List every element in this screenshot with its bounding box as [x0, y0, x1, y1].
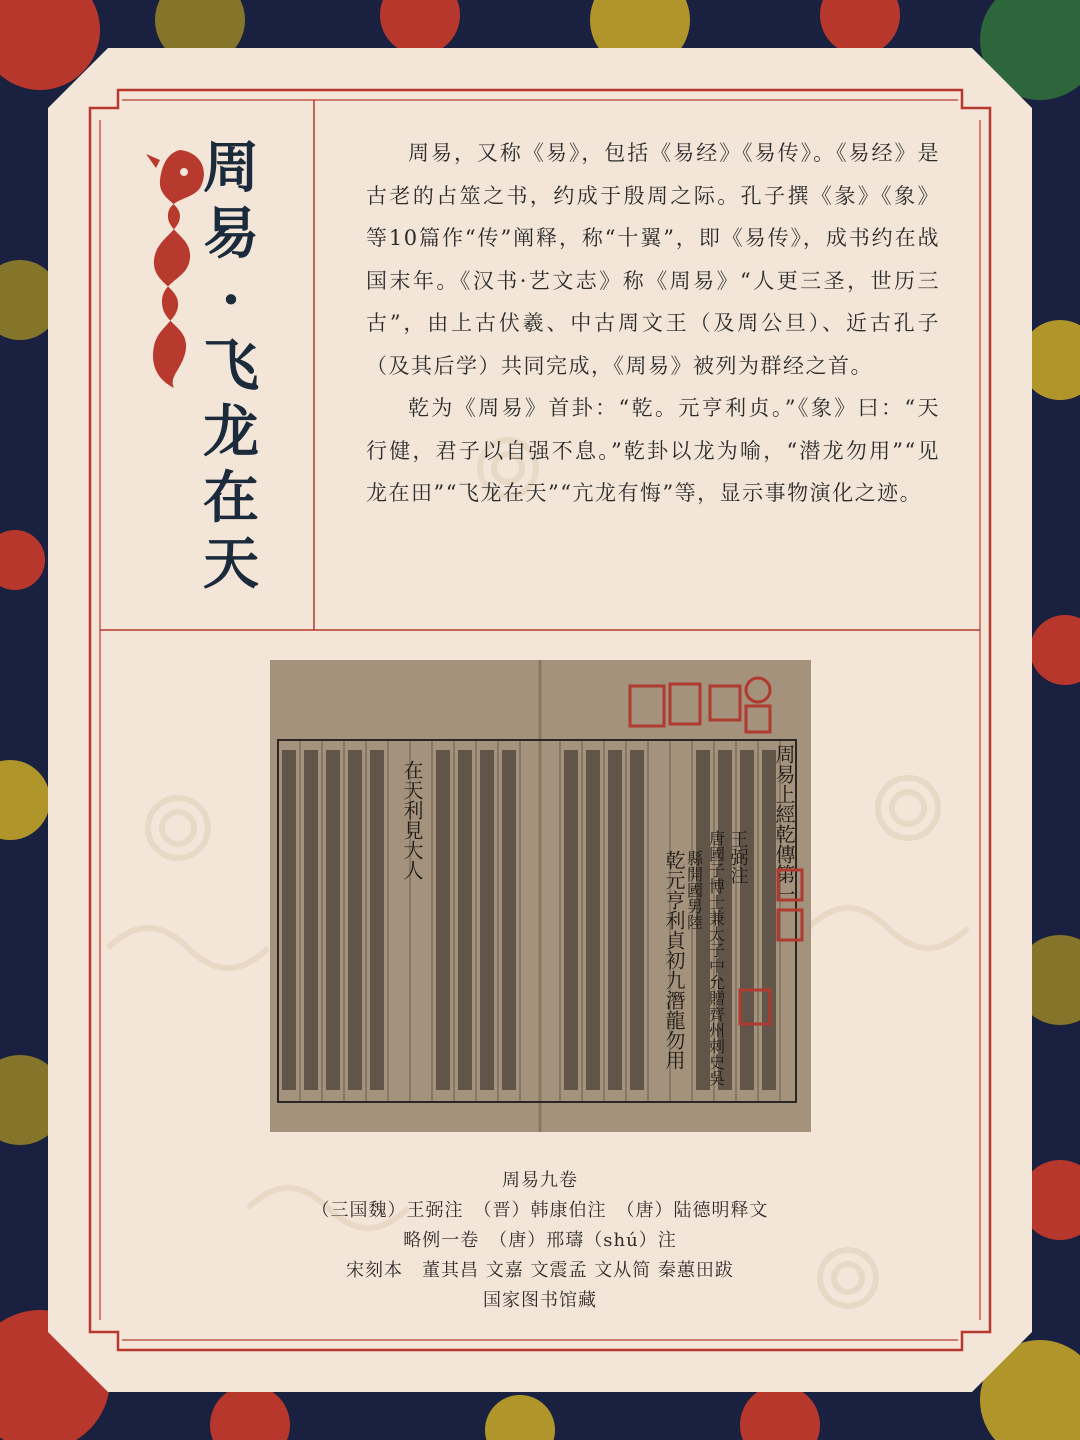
book-photo [270, 660, 811, 1132]
caption-line: 周易九卷 [502, 1170, 578, 1191]
vertical-title [176, 135, 286, 597]
book-page-image [270, 660, 811, 1132]
caption-line: 国家图书馆藏 [483, 1290, 597, 1311]
title-char: 易 [203, 201, 259, 267]
book-middle-column: 乾元亨利貞初九潛龍勿用 [662, 850, 686, 1070]
title-char: 龙 [203, 399, 259, 465]
book-author-line-2: 縣開國男陸 [684, 850, 704, 930]
book-author-line: 唐國子博士兼太子中允贈齊州刺史吳 [706, 830, 726, 1086]
book-author-note: 王弼注 [727, 830, 749, 884]
title-char: 飞 [203, 333, 259, 399]
book-title-column: 周易上經乾傳第一 [772, 744, 796, 904]
title-char: 周 [203, 135, 259, 201]
intro-paragraph: 周易，又称《易》，包括《易经》《易传》。《易经》是古老的占筮之书，约成于殷周之际。孔子撰《彖》《象》等10篇作“传”阐释，称“十翼”，即《易传》，成书约在战国末年。《汉书·艺文志》称《周易》“人更三圣，世历三古”，由上古伏羲、中古周文王（及周公旦）、近古孔子（及其后学）共同完成，《周易》被列为群经之首。 [366, 141, 940, 378]
title-char: 在 [203, 465, 259, 531]
caption-line: 宋刻本 董其昌 文嘉 文震孟 文从简 秦蕙田跋 [346, 1260, 734, 1281]
caption-line: （三国魏）王弼注 （晋）韩康伯注 （唐）陆德明释文 [311, 1200, 769, 1221]
title-char: · [221, 267, 241, 333]
intro-paragraph: 乾为《周易》首卦：“乾。元亨利贞。”《象》曰：“天行健，君子以自强不息。”乾卦以龙为喻，“潜龙勿用”“见龙在田”“飞龙在天”“亢龙有悔”等，显示事物演化之迹。 [366, 396, 940, 505]
title-char: 天 [203, 531, 259, 597]
book-left-column: 在天利見大人 [400, 760, 424, 880]
caption-line: 略例一卷 （唐）邢璹（shú）注 [403, 1230, 677, 1251]
intro-text [366, 132, 940, 515]
photo-caption [200, 1166, 880, 1316]
